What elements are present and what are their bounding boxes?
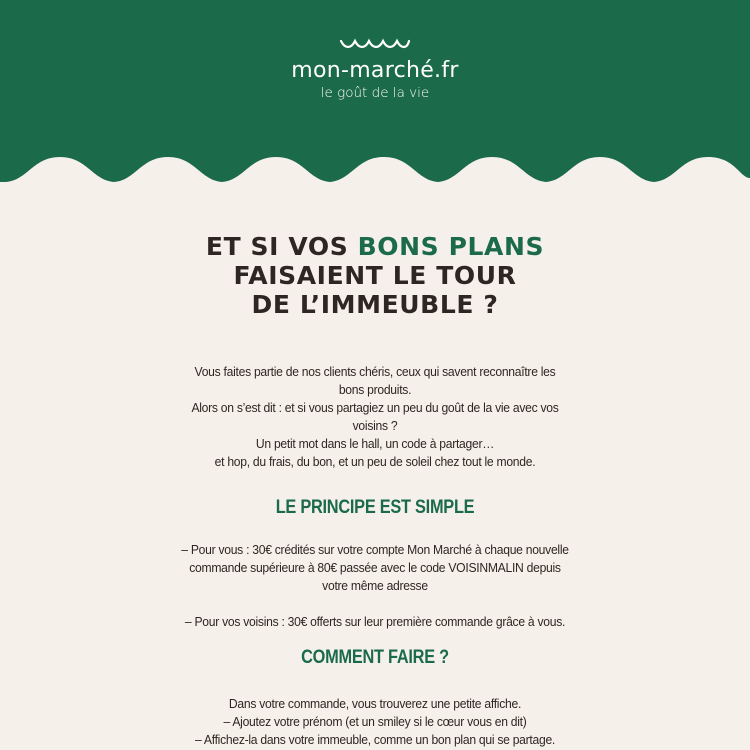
how-to-line: Dans votre commande, vous trouverez une petite affiche. (228, 696, 522, 711)
intro-text (191, 363, 559, 471)
main-content (0, 232, 750, 749)
intro-line: Alors on s’est dit : et si vous partagiez un peu du goût de la vie avec vos voisins ? (191, 400, 559, 433)
principle-for-neighbors: – Pour vos voisins : 30€ offerts sur leur première commande grâce à vous. (184, 614, 566, 629)
headline-accent: BONS PLANS (357, 232, 545, 261)
intro-line: et hop, du frais, du bon, et un peu de soleil chez tout le monde. (214, 454, 536, 469)
how-to-line: – Affichez-la dans votre immeuble, comme un bon plan qui se partage. (194, 732, 556, 747)
brand-logo[interactable] (0, 38, 750, 102)
brand-name: mon-marché.fr (291, 58, 459, 83)
header-banner (0, 0, 750, 190)
how-to-title: COMMENT FAIRE ? (301, 647, 449, 668)
principle-for-you: – Pour vous : 30€ crédités sur votre compte Mon Marché à chaque nouvelle commande supérieure à 80€ passée avec le code VOISINMALIN depuis votre même adresse (181, 542, 569, 593)
intro-line: Vous faites partie de nos clients chéris, ceux qui savent reconnaître les bons produits. (194, 364, 556, 397)
headline-part1: ET SI VOS (205, 232, 358, 261)
how-to-line: – Ajoutez votre prénom (et un smiley si le cœur vous en dit) (223, 714, 527, 729)
brand-tagline: le goût de la vie (320, 85, 430, 101)
headline-line2: FAISAIENT LE TOUR (233, 261, 517, 290)
principle-title: LE PRINCIPE EST SIMPLE (275, 497, 475, 518)
waves-icon (339, 38, 411, 50)
headline-line3: DE L’IMMEUBLE ? (251, 290, 499, 319)
how-to-text (177, 695, 573, 749)
headline (0, 232, 750, 319)
intro-line: Un petit mot dans le hall, un code à partager… (255, 436, 495, 451)
